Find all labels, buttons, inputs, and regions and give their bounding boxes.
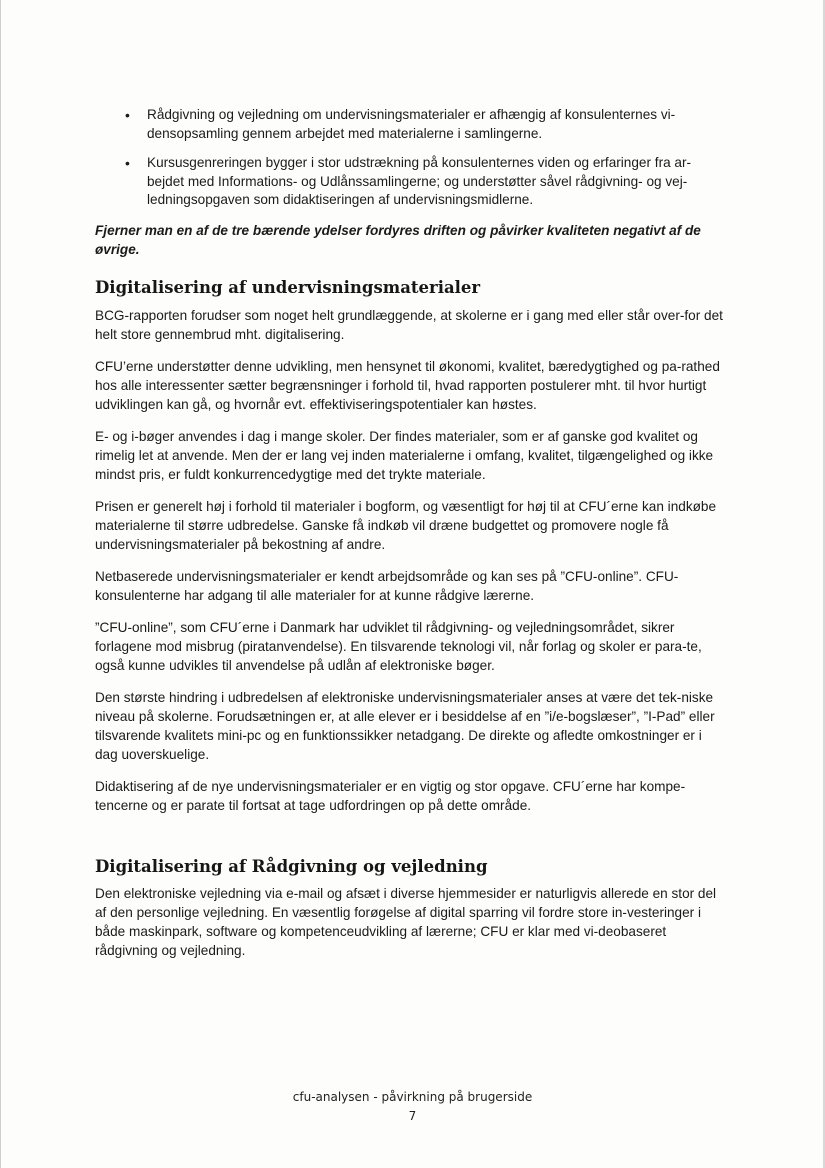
paragraph: Den elektroniske vejledning via e-mail og afsæt i diverse hjemmesider er naturligvis allerede en stor del af den personlige vejledning. En væsentlig forøgelse af digital sparring vil fordre store in-vesteringer i både maskinpark, software og kompetenceudvikling af lærerne; CFU er klar med vi-deobaseret rådgivning og vejledning. <box>95 885 717 958</box>
paragraph: Den største hindring i udbredelsen af elektroniske undervisningsmaterialer anses at være det tek-niske niveau på skolerne. Forudsætningen er, at alle elever er i besiddelse af en ”i/e-bogslæser”, ”I-Pad” eller tilsvarende kvalitets mini-pc og en funktionssikker netadgang. De direkte og afledte omkostninger er i dag uoverskuelige. <box>95 689 715 762</box>
emphasis-statement: Fjerner man en af de tre bærende ydelser fordyres driften og påvirker kvaliteten negativt af de øvrige. <box>95 222 701 257</box>
paragraph: ”CFU-online”, som CFU´erne i Danmark har udviklet til rådgivning- og vejledningsområdet, sikrer forlagene mod misbrug (piratanvendelse). En tilsvarende teknologi vil, når forlag og skoler er para-te, også kunne udvikles til anvendelse på udlån af elektroniske bøger. <box>95 619 702 673</box>
section-heading-digital-materials: Digitalisering af undervisningsmaterialer <box>95 277 481 297</box>
page-content <box>95 106 727 973</box>
footer-title: cfu-analysen - påvirkning på brugerside <box>292 1090 533 1104</box>
paragraph: Didaktisering af de nye undervisningsmaterialer er en vigtig og stor opgave. CFU´erne har kompe-tencerne og er parate til fortsat at tage udfordringen op på dette område. <box>95 778 686 813</box>
bullet-icon: • <box>125 155 130 171</box>
bullet-text: Rådgivning og vejledning om undervisningsmaterialer er afhængig af konsulenternes vi-densopsamling gennem arbejdet med materialerne i samlingerne. <box>147 107 676 141</box>
paragraph: E- og i-bøger anvendes i dag i mange skoler. Der findes materialer, som er af ganske god kvalitet og rimelig let at anvende. Men der er lang vej inden materialerne i omfang, kvalitet, tilgængelighed og ikke mindst pris, er fuldt konkurrencedygtige med det trykte materiale. <box>95 428 714 482</box>
page-number: 7 <box>408 1109 417 1123</box>
paragraph: BCG-rapporten forudser som noget helt grundlæggende, at skolerne er i gang med eller står over-for det helt store gennembrud mht. digitalisering. <box>95 307 723 342</box>
page-footer <box>0 1088 825 1126</box>
bullet-list <box>95 106 727 210</box>
paragraph: CFU’erne understøtter denne udvikling, men hensynet til økonomi, kvalitet, bæredygtighed og pa-rathed hos alle interessenter sætter begrænsninger i forhold til, hvad rapporten postulerer mht. til hvor hurtigt udviklingen kan gå, og hvornår evt. effektiviseringspotentialer kan høstes. <box>95 358 720 412</box>
bullet-text: Kursusgenreringen bygger i stor udstrækning på konsulenternes viden og erfaringer fra ar-bejdet med Informations- og Udlånssamlingerne; og understøtter såvel rådgivning- og vej-ledningsopgaven som didaktiseringen af undervisningsmidlerne. <box>147 155 692 207</box>
scan-edge-left <box>0 0 1 1168</box>
paragraph: Netbaserede undervisningsmaterialer er kendt arbejdsområde og kan ses på ”CFU-online”. CFU-konsulenterne har adgang til alle materialer for at kunne rådgive lærerne. <box>95 568 679 603</box>
bullet-icon: • <box>125 107 130 123</box>
list-item <box>95 106 727 143</box>
paragraph: Prisen er generelt høj i forhold til materialer i bogform, og væsentligt for høj til at CFU´erne kan indkøbe materialerne til større udbredelse. Ganske få indkøb vil dræne budgettet og promovere nogle få undervisningsmaterialer på bekostning af andre. <box>95 498 717 552</box>
list-item <box>95 154 727 210</box>
section-heading-digital-guidance: Digitalisering af Rådgivning og vejledning <box>95 856 488 876</box>
